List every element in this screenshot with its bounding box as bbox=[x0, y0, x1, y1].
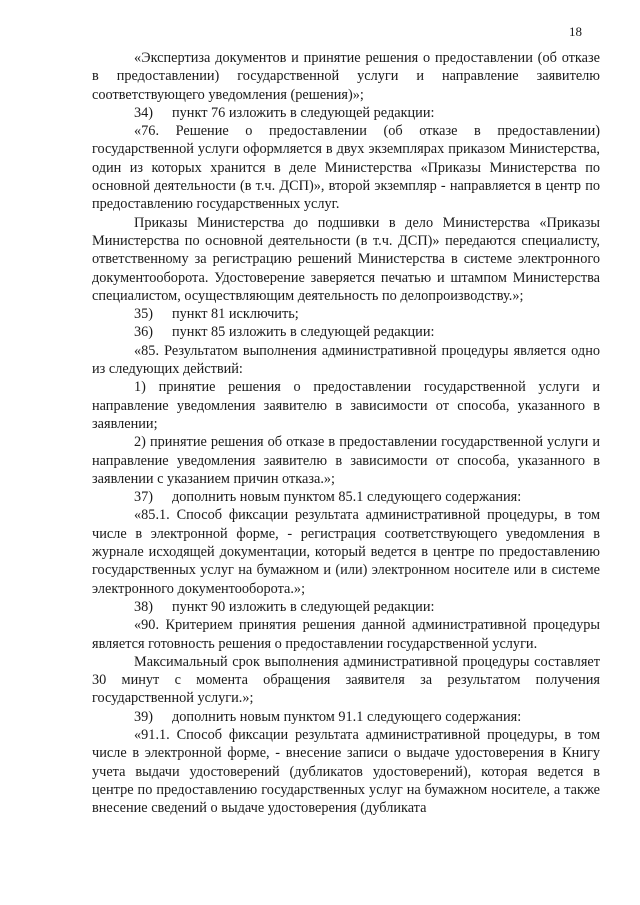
list-item-text: дополнить новым пунктом 91.1 следующего содержания: bbox=[172, 708, 522, 725]
list-item-number: 36) bbox=[134, 324, 154, 341]
list-item-number: 35) bbox=[134, 306, 154, 323]
paragraph: 2) принятие решения об отказе в предоставлении государственной услуги и направление уведомления заявителю в зависимости от способа, указанного в заявлении с указанием причин отказа.»; bbox=[92, 434, 600, 487]
list-item bbox=[92, 708, 600, 726]
list-item-text: пункт 81 исключить; bbox=[172, 306, 299, 323]
paragraph: «Экспертиза документов и принятие решения о предоставлении (об отказе в предоставлении) государственной услуги и направление заявителю соответствующего уведомления (решения)»; bbox=[92, 50, 600, 103]
list-item bbox=[92, 488, 600, 506]
paragraph: Максимальный срок выполнения административной процедуры составляет 30 минут с момента обращения заявителя за результатом получения государственной услуги.»; bbox=[92, 653, 600, 707]
paragraph: «85.1. Способ фиксации результата административной процедуры, в том числе в электронной форме, - регистрация соответствующего уведомления в журнале исходящей документации, который ведется в центре по предоставлению государственных услуг на бумажном и (или) электронном носителе или в системе электронного документооборота.»; bbox=[92, 507, 600, 597]
list-item-text: пункт 90 изложить в следующей редакции: bbox=[172, 598, 435, 615]
paragraph: Приказы Министерства до подшивки в дело Министерства «Приказы Министерства по основной деятельности (в т.ч. ДСП)» передаются специалисту, ответственному за регистрацию решений Министерства в системе электронного документооборота. Удостоверение заверяется печатью и штампом Министерства специалистом, осуществляющим деятельность по делопроизводству.»; bbox=[92, 214, 600, 304]
list-item-text: дополнить новым пунктом 85.1 следующего содержания: bbox=[172, 489, 522, 506]
paragraph: «90. Критерием принятия решения данной административной процедуры является готовность решения о предоставлении государственной услуги. bbox=[92, 617, 600, 652]
list-item-number: 39) bbox=[134, 708, 154, 725]
list-item bbox=[92, 323, 600, 341]
list-item-text: пункт 85 изложить в следующей редакции: bbox=[172, 324, 435, 341]
list-item bbox=[92, 598, 600, 616]
list-item-number: 37) bbox=[134, 489, 154, 506]
document-body bbox=[92, 49, 600, 817]
list-item bbox=[92, 305, 600, 323]
paragraph: 1) принятие решения о предоставлении государственной услуги и направление уведомления заявителю в зависимости от способа, указанного в заявлении; bbox=[92, 379, 600, 432]
list-item-number: 34) bbox=[134, 104, 154, 121]
list-item-text: пункт 76 изложить в следующей редакции: bbox=[172, 104, 435, 121]
paragraph: «85. Результатом выполнения административной процедуры является одно из следующих действий: bbox=[92, 342, 600, 378]
list-item bbox=[92, 104, 600, 122]
page-number: 18 bbox=[569, 24, 582, 39]
paragraph: «76. Решение о предоставлении (об отказе в предоставлении) государственной услуги оформляется в двух экземплярах приказом Министерства, один из которых хранится в деле Министерства «Приказы Министерства по основной деятельности (в т.ч. ДСП)», второй экземпляр - направляется в центр по предоставлению государственных услуг. bbox=[92, 123, 600, 213]
paragraph: «91.1. Способ фиксации результата административной процедуры, в том числе в электронной форме, - внесение записи о выдаче удостоверения в Книгу учета выдачи удостоверений (дубликатов удостоверений), которая ведется в центре по предоставлению государственных услуг на бумажном носителе, а также внесение сведений о выдаче удостоверения (дубликата bbox=[92, 726, 600, 817]
list-item-number: 38) bbox=[134, 598, 154, 615]
